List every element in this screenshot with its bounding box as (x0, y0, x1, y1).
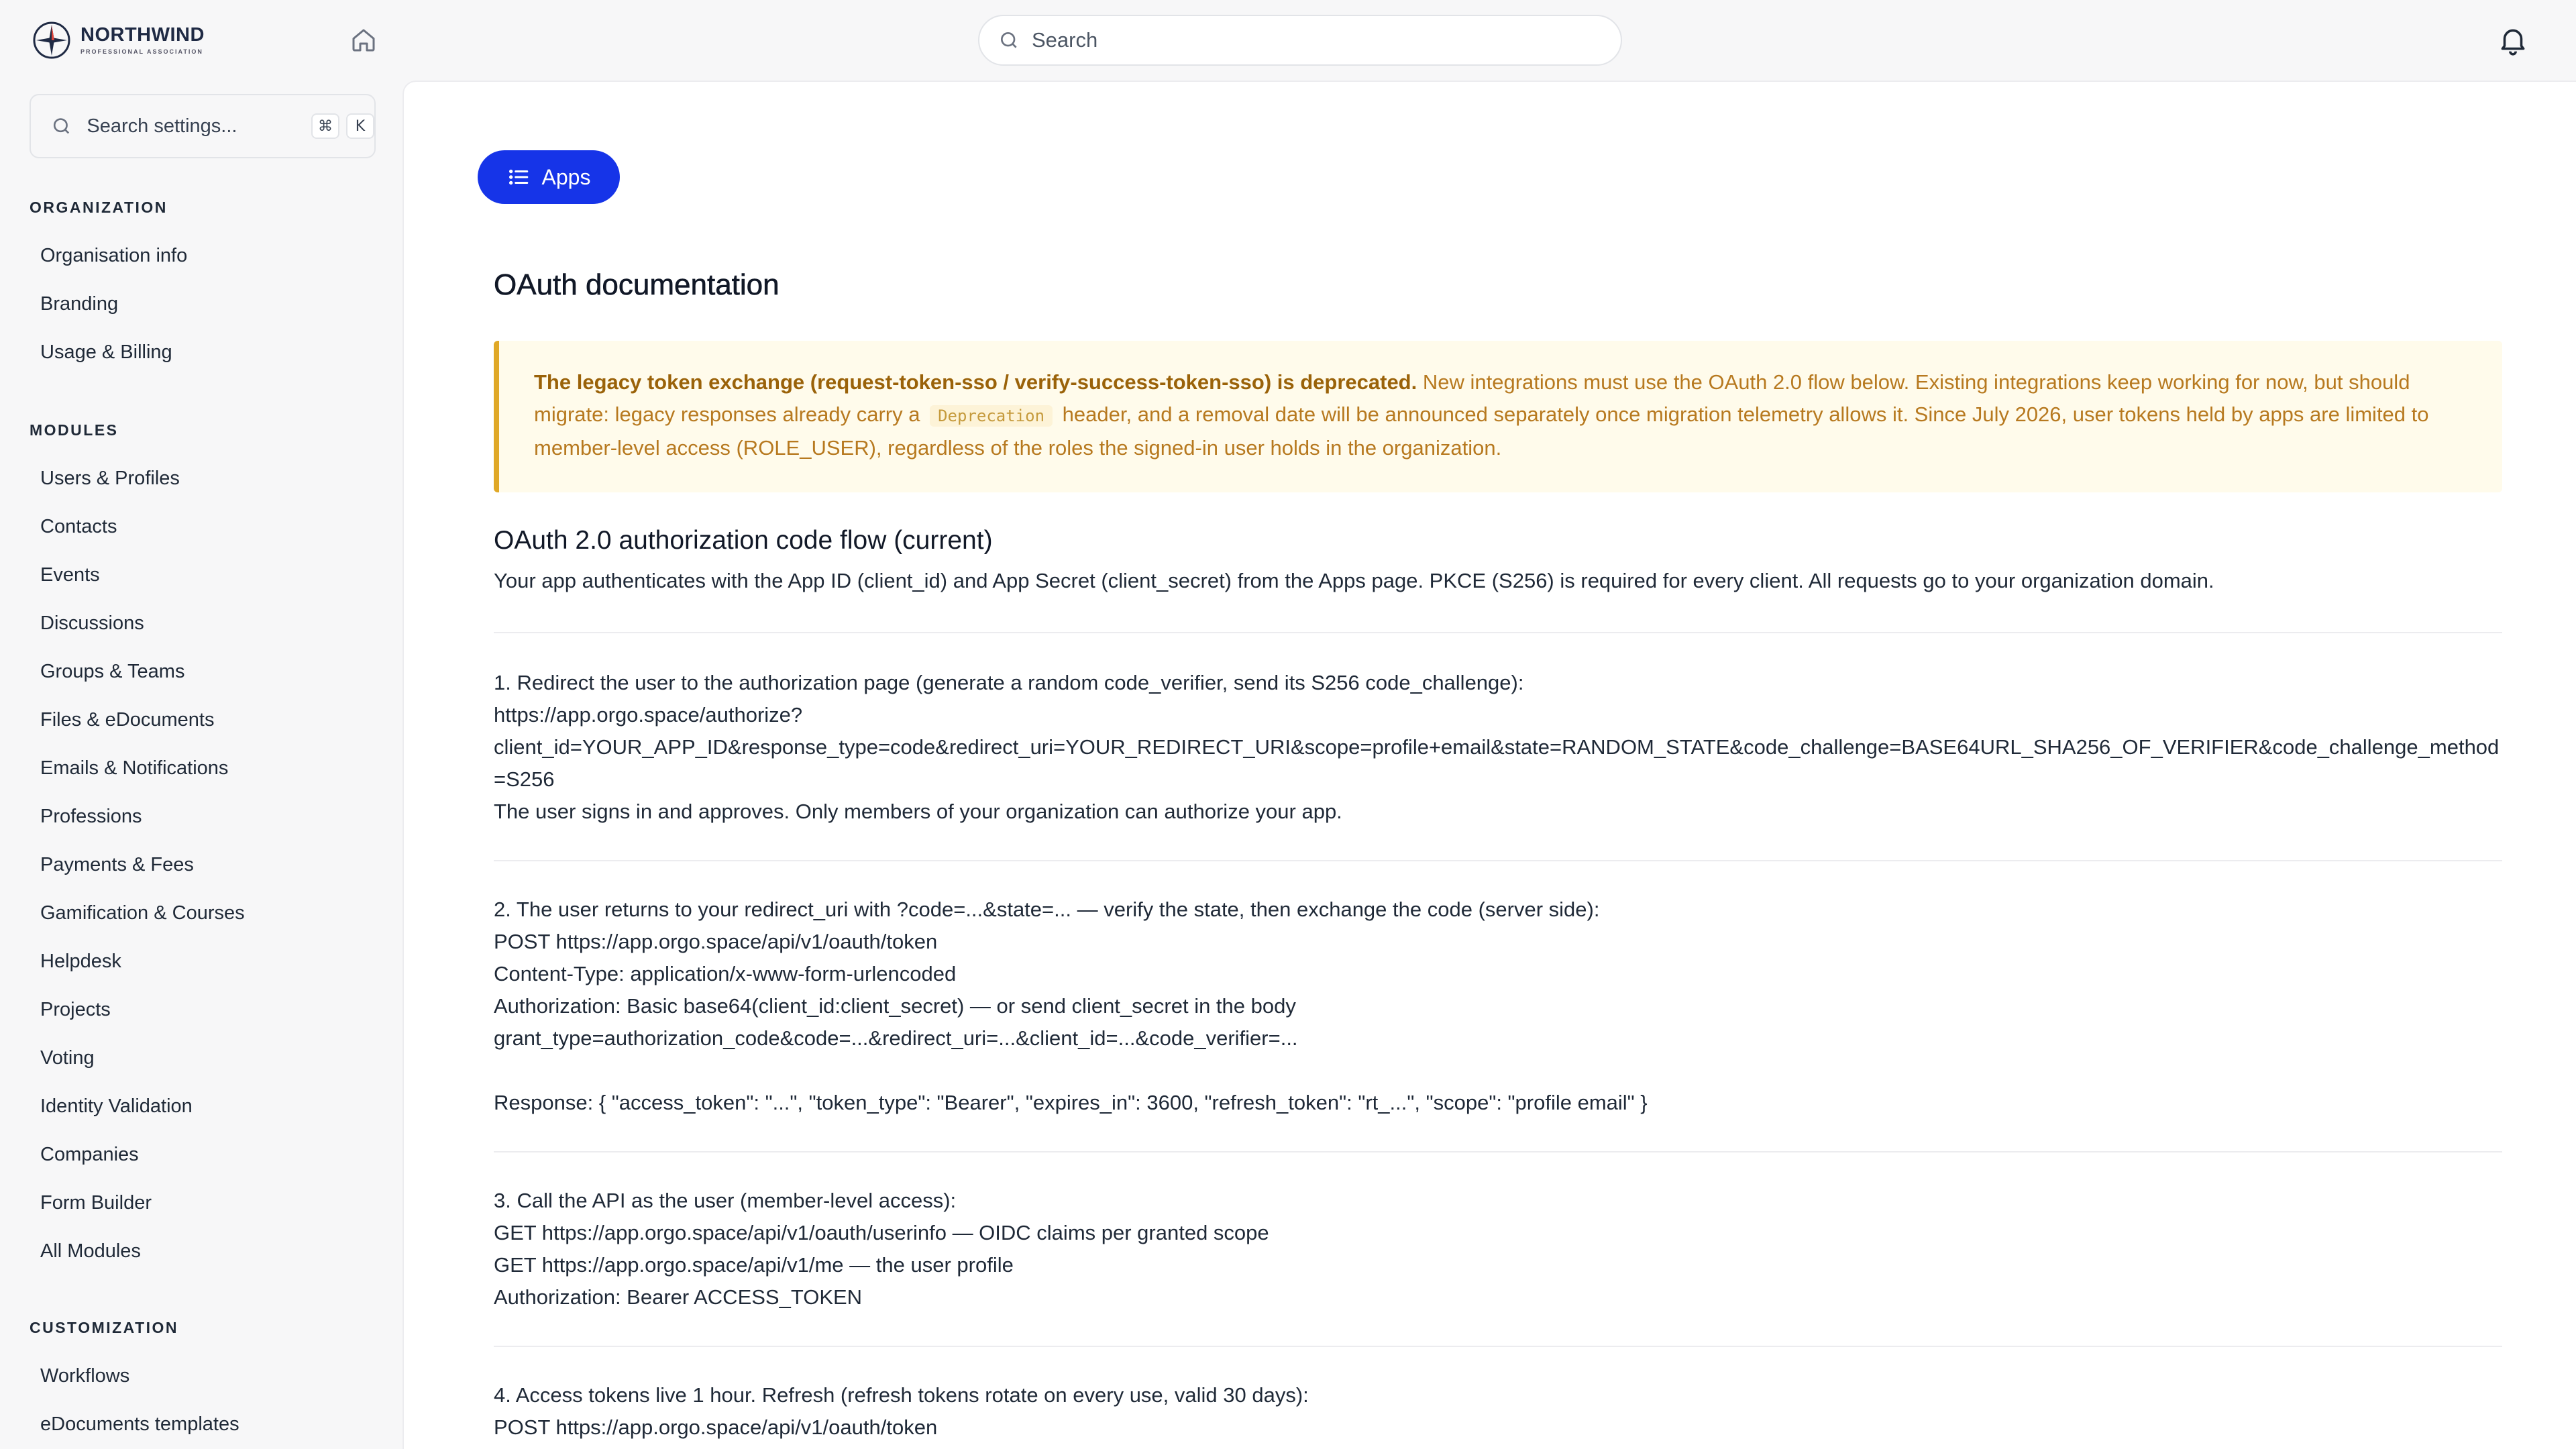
step-line: 2. The user returns to your redirect_uri with ?code=...&state=... — verify the state, then exchange the code (server side): (494, 898, 1600, 921)
flow-title: OAuth 2.0 authorization code flow (current) (494, 526, 993, 555)
brand-logo[interactable] (32, 19, 205, 62)
notifications-button[interactable] (2494, 21, 2532, 59)
section-title-organization: ORGANIZATION (30, 199, 168, 216)
deprecation-alert (494, 341, 2502, 492)
sidebar-item-gamification-courses[interactable]: Gamification & Courses (40, 902, 245, 924)
step-line: 1. Redirect the user to the authorization page (generate a random code_verifier, send its S256 code_challenge): (494, 671, 1524, 694)
step-2 (494, 894, 2502, 1119)
sidebar-item-edocuments-templates[interactable]: eDocuments templates (40, 1413, 239, 1435)
sidebar-item-events[interactable]: Events (40, 564, 100, 586)
home-button[interactable] (349, 25, 378, 55)
sidebar-item-files-edocuments[interactable]: Files & eDocuments (40, 709, 215, 731)
sidebar-item-professions[interactable]: Professions (40, 806, 142, 827)
alert-bold-text: The legacy token exchange (request-token-sso / verify-success-token-sso) is deprecated. (534, 370, 1417, 394)
sidebar-item-groups-teams[interactable]: Groups & Teams (40, 661, 185, 682)
step-blank-line (494, 1055, 2502, 1087)
sidebar-item-branding[interactable]: Branding (40, 293, 119, 315)
sidebar-item-voting[interactable]: Voting (40, 1047, 95, 1069)
step-line: POST https://app.orgo.space/api/v1/oauth/token (494, 1415, 938, 1439)
divider (494, 1346, 2502, 1347)
sidebar-item-payments-fees[interactable]: Payments & Fees (40, 854, 194, 875)
step-line[interactable]: client_id=YOUR_APP_ID&response_type=code&redirect_uri=YOUR_REDIRECT_URI&scope=profile+email&state=RANDOM_STATE&code_challenge=BASE64URL_SHA256_OF_VERIFIER&code_challenge_method=S256 (494, 735, 2500, 791)
sidebar-item-organisation-info[interactable]: Organisation info (40, 245, 188, 266)
apps-button-label: Apps (541, 164, 591, 189)
settings-search-placeholder: Search settings... (87, 115, 237, 137)
list-icon (507, 166, 530, 189)
main-content (402, 80, 2576, 1449)
sidebar-item-all-modules[interactable]: All Modules (40, 1240, 141, 1262)
step-line: POST https://app.orgo.space/api/v1/oauth/token (494, 930, 938, 953)
sidebar-item-discussions[interactable]: Discussions (40, 612, 144, 634)
sidebar-item-usage-billing[interactable]: Usage & Billing (40, 341, 172, 363)
brand-tagline: PROFESSIONAL ASSOCIATION (80, 48, 203, 55)
divider (494, 1151, 2502, 1152)
step-line: Content-Type: application/x-www-form-urlencoded (494, 962, 957, 985)
step-line[interactable]: https://app.orgo.space/authorize? (494, 703, 803, 727)
compass-logo-icon (32, 21, 71, 60)
brand-name: NORTHWIND (80, 24, 205, 46)
sidebar-item-companies[interactable]: Companies (40, 1144, 139, 1165)
sidebar-item-identity-validation[interactable]: Identity Validation (40, 1095, 193, 1117)
k-key: K (346, 113, 374, 139)
section-title-customization: CUSTOMIZATION (30, 1319, 179, 1336)
section-title-modules: MODULES (30, 421, 119, 439)
home-icon (350, 27, 377, 54)
step-3 (494, 1185, 2502, 1313)
step-4 (494, 1379, 2502, 1444)
settings-sidebar (0, 80, 402, 1449)
step-1 (494, 667, 2502, 828)
sidebar-item-emails-notifications[interactable]: Emails & Notifications (40, 757, 229, 779)
alert-text-1: New integrations must use the OAuth 2.0 flow below. Existing integrations keep working for now, but should migrate: legacy responses already carry a (534, 370, 2410, 426)
alert-code: Deprecation (930, 405, 1053, 427)
top-bar (0, 0, 2576, 80)
page-title: OAuth documentation (494, 268, 780, 301)
step-line: grant_type=authorization_code&code=...&redirect_uri=...&client_id=...&code_verifier=... (494, 1026, 1298, 1050)
step-line: 3. Call the API as the user (member-level access): (494, 1189, 957, 1212)
divider (494, 860, 2502, 861)
step-line: Response: { "access_token": "...", "token_type": "Bearer", "expires_in": 3600, "refresh_token": "rt_...", "scope": "profile email" } (494, 1091, 1648, 1114)
shortcut-hint (305, 113, 374, 139)
global-search[interactable] (978, 15, 1622, 66)
divider (494, 632, 2502, 633)
sidebar-item-projects[interactable]: Projects (40, 999, 111, 1020)
step-line: GET https://app.orgo.space/api/v1/me — the user profile (494, 1253, 1014, 1277)
step-line: Authorization: Basic base64(client_id:client_secret) — or send client_secret in the body (494, 994, 1296, 1018)
alert-text-2: header, and a removal date will be announced separately once migration telemetry allows it. Since July 2026, user tokens held by apps are limited to member-level access (ROLE_USER), regardless of the roles the signed-in user holds in the organization. (534, 402, 2429, 460)
search-icon (51, 115, 72, 137)
step-line: GET https://app.orgo.space/api/v1/oauth/userinfo — OIDC claims per granted scope (494, 1221, 1269, 1244)
global-search-input[interactable] (1032, 28, 1582, 52)
step-line: Authorization: Bearer ACCESS_TOKEN (494, 1285, 863, 1309)
cmd-key: ⌘ (311, 113, 339, 139)
step-line: 4. Access tokens live 1 hour. Refresh (refresh tokens rotate on every use, valid 30 days): (494, 1383, 1309, 1407)
sidebar-item-helpdesk[interactable]: Helpdesk (40, 951, 121, 972)
sidebar-item-contacts[interactable]: Contacts (40, 516, 117, 537)
bell-icon (2496, 23, 2530, 57)
sidebar-item-form-builder[interactable]: Form Builder (40, 1192, 152, 1214)
sidebar-item-users-profiles[interactable]: Users & Profiles (40, 468, 180, 489)
apps-button[interactable] (478, 150, 620, 204)
search-icon (998, 30, 1020, 51)
step-line: The user signs in and approves. Only members of your organization can authorize your app. (494, 800, 1342, 823)
sidebar-item-workflows[interactable]: Workflows (40, 1365, 130, 1387)
flow-intro: Your app authenticates with the App ID (client_id) and App Secret (client_secret) from the Apps page. PKCE (S256) is required for every client. All requests go to your organization domain. (494, 569, 2214, 592)
settings-search[interactable] (30, 94, 376, 158)
